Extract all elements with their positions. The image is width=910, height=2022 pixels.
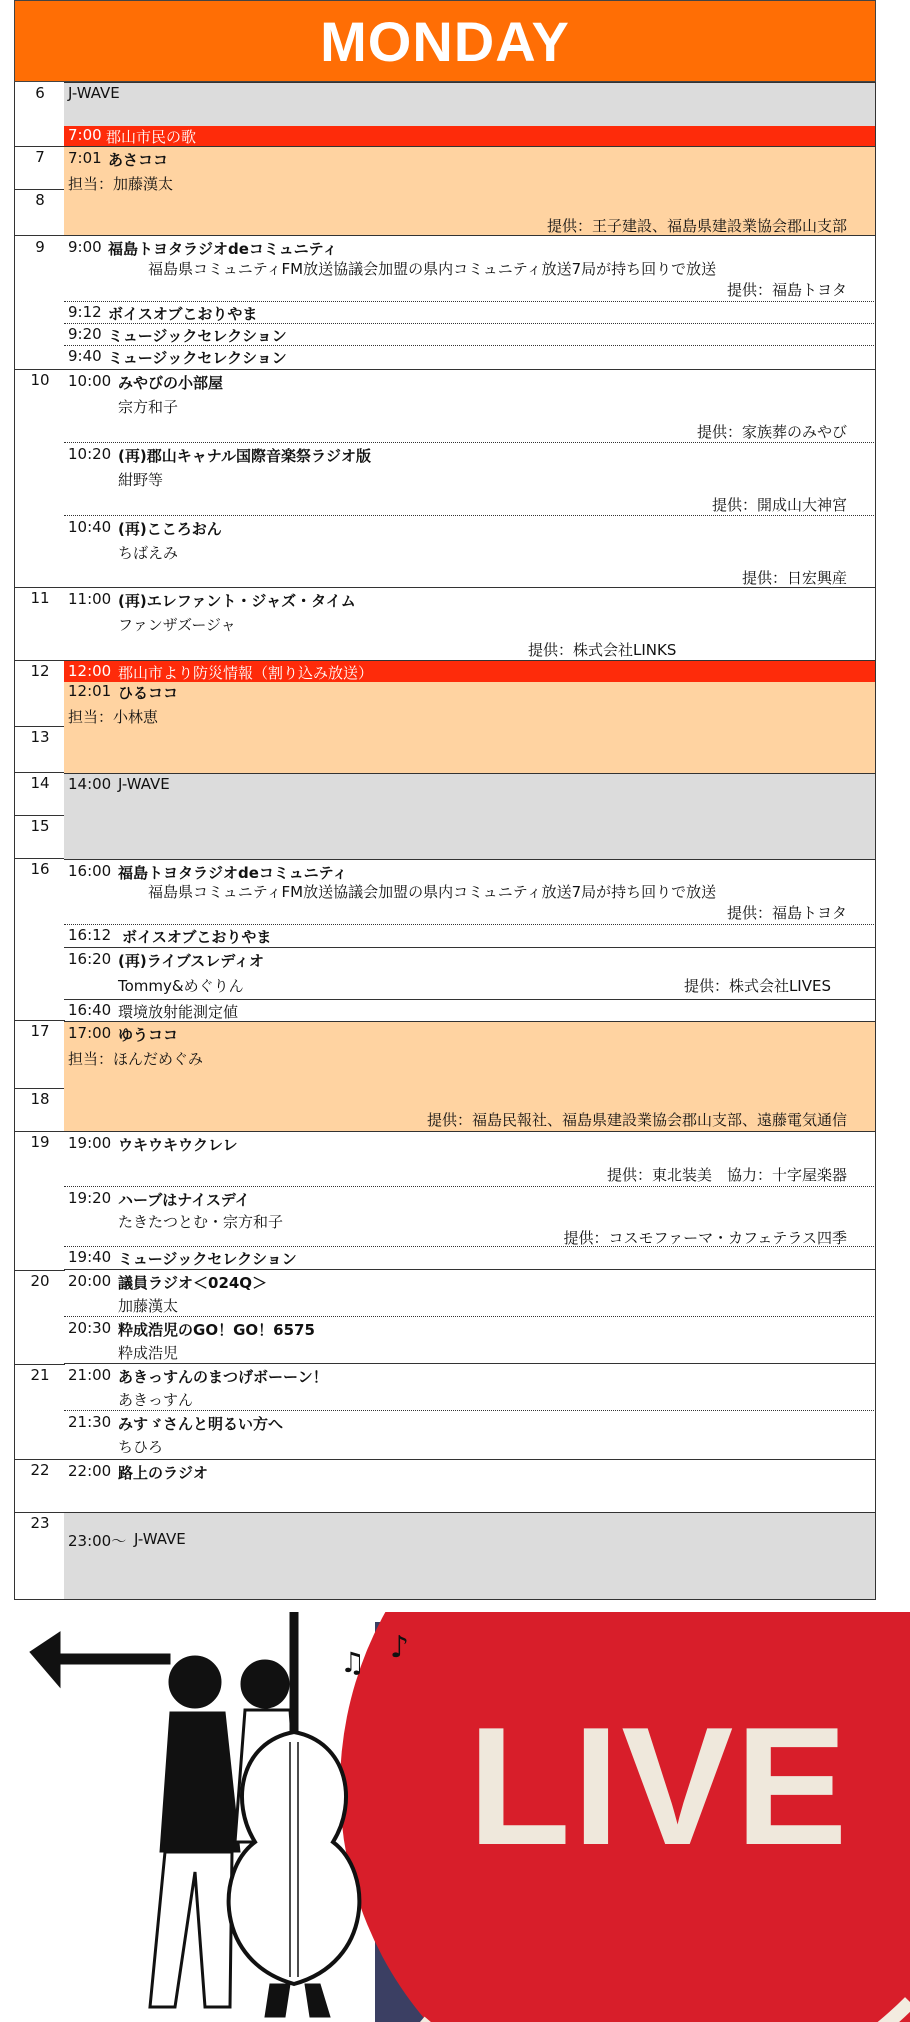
hour-label: 11 xyxy=(30,589,50,607)
hour-label: 19 xyxy=(30,1133,50,1151)
program-sponsor: 提供：株式会社LINKS xyxy=(528,641,677,659)
program-time: 19:20 xyxy=(68,1189,112,1207)
program-time: 12:00 xyxy=(68,662,112,680)
program-matsuge-boon xyxy=(64,1363,876,1410)
hour-label: 9 xyxy=(35,238,45,256)
program-ukulele xyxy=(64,1131,876,1186)
program-title: 議員ラジオ＜024Q＞ xyxy=(118,1274,268,1292)
program-time: 10:20 xyxy=(68,445,112,463)
program-time: 10:00 xyxy=(68,372,112,390)
program-title: ハーブはナイスデイ xyxy=(118,1191,250,1209)
program-title: 福島トヨタラジオdeコミュニティ xyxy=(108,240,338,258)
program-elephant-jazz xyxy=(64,587,876,660)
program-music-selection xyxy=(64,345,876,369)
program-toyota-radio xyxy=(64,859,876,924)
program-host: あきっすん xyxy=(118,1391,194,1409)
program-time: 22:00 xyxy=(68,1462,112,1480)
bass-neck xyxy=(290,1612,298,1742)
program-voice-of-koriyama xyxy=(64,301,876,323)
program-title: 路上のラジオ xyxy=(118,1464,209,1482)
program-time: 21:30 xyxy=(68,1413,112,1431)
program-time: 19:40 xyxy=(68,1248,112,1266)
program-time: 7:01 xyxy=(68,149,102,167)
program-host: 加藤漢太 xyxy=(118,1297,179,1315)
program-title: (再)ライブスレディオ xyxy=(118,952,265,970)
program-toyota-radio xyxy=(64,235,876,301)
program-title: あさココ xyxy=(108,151,169,169)
program-host: 紺野等 xyxy=(118,471,164,489)
trumpet-tube xyxy=(55,1654,170,1664)
program-title: ミュージックセレクション xyxy=(118,1250,297,1268)
program-title: J-WAVE xyxy=(134,1530,186,1548)
program-time: 9:12 xyxy=(68,303,102,321)
program-title: ボイスオブこおりやま xyxy=(122,928,272,946)
day-header: MONDAY xyxy=(14,0,876,82)
hour-label: 12 xyxy=(30,662,50,680)
music-note-icon: ♫ xyxy=(340,1646,366,1679)
double-bass xyxy=(229,1732,360,1984)
program-host: Tommy&めぐりん xyxy=(118,977,244,995)
program-miyabi xyxy=(64,369,876,442)
program-hiru-coco xyxy=(64,682,876,773)
program-title: (再)エレファント・ジャズ・タイム xyxy=(118,592,356,610)
program-sponsor: 提供：福島トヨタ xyxy=(726,904,847,922)
program-time: 20:00 xyxy=(68,1272,112,1290)
program-sponsor: 提供：王子建設、福島県建設業協会郡山支部 xyxy=(546,217,847,235)
program-title: ミュージックセレクション xyxy=(108,349,287,367)
program-time: 17:00 xyxy=(68,1024,112,1042)
program-title: 環境放射能測定値 xyxy=(118,1003,239,1021)
program-time: 16:12 xyxy=(68,926,112,944)
program-time: 16:40 xyxy=(68,1001,112,1019)
program-title: 郡山市より防災情報（割り込み放送） xyxy=(118,664,374,682)
program-title: 福島トヨタラジオdeコミュニティ xyxy=(118,864,348,882)
program-time: 14:00 xyxy=(68,775,112,793)
program-title: 郡山市民の歌 xyxy=(106,128,197,146)
program-host: 宗方和子 xyxy=(118,398,179,416)
program-music-selection xyxy=(64,1246,876,1269)
hour-label: 16 xyxy=(30,860,50,878)
program-rojo-radio xyxy=(64,1459,876,1512)
program-host: 担当：小林恵 xyxy=(68,708,159,726)
program-jwave xyxy=(64,82,876,126)
program-disaster-info xyxy=(64,660,876,682)
program-host: ちひろ xyxy=(118,1438,164,1456)
program-time: 16:00 xyxy=(68,862,112,880)
hour-label: 17 xyxy=(30,1022,50,1040)
program-time: 11:00 xyxy=(68,590,112,608)
program-city-song xyxy=(64,126,876,146)
program-sponsor: 提供：福島民報社、福島県建設業協会郡山支部、遠藤電気通信 xyxy=(426,1111,847,1129)
program-misuzu xyxy=(64,1410,876,1459)
program-title: J-WAVE xyxy=(68,84,120,102)
program-time: 16:20 xyxy=(68,950,112,968)
program-sponsor: 提供：コスモファーマ・カフェテラス四季 xyxy=(563,1229,847,1247)
program-host: 粋成浩児 xyxy=(118,1344,179,1362)
program-host: 担当：加藤漢太 xyxy=(68,175,174,193)
program-title: ボイスオブこおりやま xyxy=(108,305,258,323)
program-canal xyxy=(64,442,876,515)
program-host: たきたつとむ・宗方和子 xyxy=(118,1213,284,1231)
program-herb-niceday xyxy=(64,1186,876,1246)
program-sponsor: 提供：開成山大神宮 xyxy=(711,496,847,514)
hour-label: 7 xyxy=(35,148,45,166)
program-title: あきっすんのまつげボーーン！ xyxy=(118,1368,328,1386)
hour-label: 6 xyxy=(35,84,45,102)
program-sponsor: 提供：日宏興産 xyxy=(741,569,847,587)
program-desc: 福島県コミュニティFM放送協議会加盟の県内コミュニティ放送7局が持ち回りで放送 xyxy=(148,883,717,901)
program-time: 9:00 xyxy=(68,238,102,256)
program-go-go-6575 xyxy=(64,1316,876,1363)
program-time: 10:40 xyxy=(68,518,112,536)
trumpet-player-head xyxy=(169,1656,221,1708)
schedule xyxy=(14,0,876,1600)
hour-column xyxy=(14,82,64,1600)
trumpet-player-body xyxy=(160,1712,240,1852)
program-sponsor: 提供：東北装美 協力：十字屋楽器 xyxy=(606,1166,847,1184)
hour-label: 18 xyxy=(30,1090,50,1108)
hour-label: 23 xyxy=(30,1514,50,1532)
program-radiation xyxy=(64,999,876,1021)
live-text: LIVE xyxy=(468,1692,850,1880)
program-time: 12:01 xyxy=(68,682,112,700)
program-host: 担当：ほんだめぐみ xyxy=(68,1050,204,1068)
program-jwave xyxy=(64,1512,876,1600)
program-voice-of-koriyama xyxy=(64,924,876,947)
program-sponsor: 提供：福島トヨタ xyxy=(726,281,847,299)
hour-label: 10 xyxy=(30,371,50,389)
program-title: ミュージックセレクション xyxy=(108,327,287,345)
music-note-icon: ♪ xyxy=(390,1630,410,1665)
program-sponsor: 提供：株式会社LIVES xyxy=(683,977,831,995)
program-desc: 福島県コミュニティFM放送協議会加盟の県内コミュニティ放送7局が持ち回りで放送 xyxy=(148,260,717,278)
program-title: ひるココ xyxy=(118,684,179,702)
hour-label: 20 xyxy=(30,1272,50,1290)
program-time: 23:00〜 xyxy=(68,1532,127,1550)
program-asa-coco xyxy=(64,146,876,235)
hour-label: 8 xyxy=(35,191,45,209)
program-time: 9:20 xyxy=(68,325,102,343)
program-title: ウキウキウクレレ xyxy=(118,1136,238,1154)
program-giin-radio xyxy=(64,1269,876,1316)
program-lives-radio xyxy=(64,947,876,999)
program-title: (再)こころおん xyxy=(118,520,222,538)
bass-player-feet xyxy=(265,1984,330,2017)
program-jwave xyxy=(64,773,876,859)
program-time: 19:00 xyxy=(68,1134,112,1152)
program-title: 粋成浩児のGO！GO！6575 xyxy=(118,1321,315,1339)
program-yuu-coco xyxy=(64,1021,876,1131)
program-host: ファンザズージャ xyxy=(118,616,236,634)
program-time: 9:40 xyxy=(68,347,102,365)
program-sponsor: 提供：家族葬のみやび xyxy=(696,423,847,441)
program-music-selection xyxy=(64,323,876,345)
program-time: 7:00 xyxy=(68,126,102,144)
program-title: ゆうココ xyxy=(118,1026,179,1044)
hour-label: 21 xyxy=(30,1366,50,1384)
hour-label: 22 xyxy=(30,1461,50,1479)
bass-player-head xyxy=(241,1660,289,1708)
hour-label: 14 xyxy=(30,774,50,792)
program-host: ちばえみ xyxy=(118,544,179,562)
program-kokoro-on xyxy=(64,515,876,587)
program-title: (再)郡山キャナル国際音楽祭ラジオ版 xyxy=(118,447,371,465)
program-time: 21:00 xyxy=(68,1366,112,1384)
program-title: J-WAVE xyxy=(118,775,170,793)
live-banner xyxy=(0,1612,910,2022)
hour-label: 15 xyxy=(30,817,50,835)
hour-label: 13 xyxy=(30,728,50,746)
program-time: 20:30 xyxy=(68,1319,112,1337)
program-title: みやびの小部屋 xyxy=(118,374,224,392)
trumpet-player-legs xyxy=(150,1852,232,2007)
program-title: みすゞさんと明るい方へ xyxy=(118,1415,284,1433)
